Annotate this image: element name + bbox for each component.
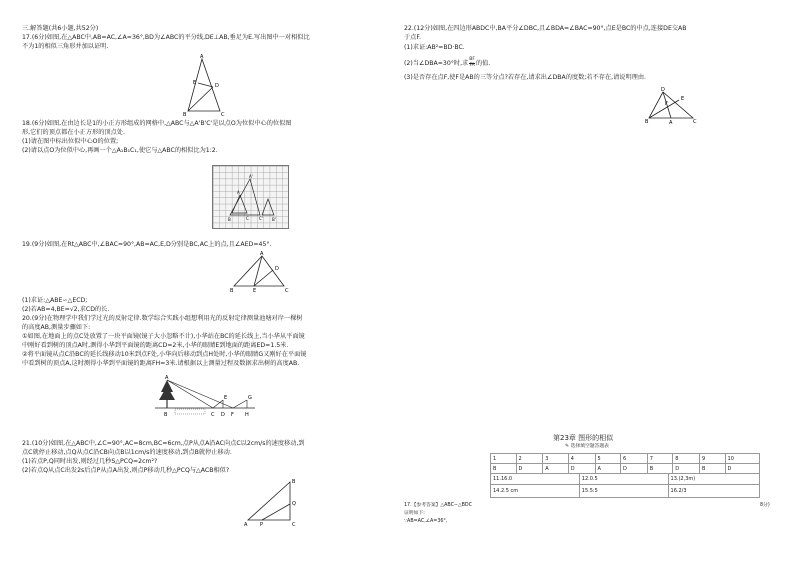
q22-figure (645, 88, 697, 124)
table-cell: 6 (620, 454, 647, 464)
table-cell: 15.5:5 (579, 485, 668, 498)
q17-label-b: B (183, 112, 187, 118)
q22-line4-part1: (2)当∠DBA=30°时,求 (404, 60, 469, 67)
q22-text-line5: (3)是否存在点F,使F是AB的三等分点?若存在,请求出∠DBA的度数;若不存在,请说明理由. (404, 74, 647, 81)
table-cell: B (647, 464, 673, 474)
q18-label-a: A (237, 190, 240, 195)
q21-figure (240, 478, 300, 526)
table-cell: 8 (673, 454, 700, 464)
answer-title: 第23章 图形的相似 (553, 434, 614, 442)
table-cell: 2 (516, 454, 543, 464)
pencil-icon: ✎ (565, 444, 570, 449)
q21-label-c: C (292, 522, 296, 528)
q17-label-a: A (200, 54, 204, 60)
q22-text-line2: 于点F. (404, 34, 421, 41)
q20-label-h: H (245, 412, 249, 418)
table-cell: 9 (700, 454, 726, 464)
q19-text-line1: 19.(9分)如图,在Rt△ABC中,∠BAC=90°,AB=AC,E,D分别是BC,AC上的点,且∠AED=45°. (22, 241, 272, 248)
q20-text-line3: ①如图,在地面上的点C处放置了一块平面镜(镜子大小忽略不计),小华站在BC的延长线上,当小华从平面镜 (22, 333, 305, 340)
q21-text-line4: (2)若点Q从点C出发2s后点P从点A出发,则点P移动几秒△PCQ与△ACB相似? (22, 467, 230, 474)
q17-label-e: E (193, 80, 197, 86)
table-row (491, 474, 760, 485)
q22-frac-num: BF (469, 57, 475, 62)
table-cell: 12.0.5 (579, 474, 668, 485)
table-cell: A (595, 464, 620, 474)
q19-text-line3: (2)若AB=4,BE=√2,求CD的长. (22, 306, 110, 313)
table-row (491, 464, 760, 474)
q22-frac-den: FA (469, 62, 475, 68)
table-cell: 3 (543, 454, 568, 464)
q19-label-c: C (285, 288, 289, 294)
table-cell: 1 (491, 454, 517, 464)
q18-label-c: C (246, 216, 249, 221)
table-cell: 5 (595, 454, 620, 464)
table-cell: 11.16.0 (491, 474, 580, 485)
q17-figure (180, 55, 230, 117)
q20-text-line5: ②将平面镜从点C沿BC的延长线移动10米到点F处,小华向后移动到点H处时,小华的眼睛G又刚好在平面镜 (22, 351, 307, 358)
q18-label-b: B (228, 217, 231, 222)
q19-label-e: E (253, 288, 257, 294)
table-cell: D (568, 464, 595, 474)
q20-label-a: A (165, 375, 169, 381)
q18-text-line4: (2)请以点O为位似中心,再画一个△A₁B₁C₁,使它与△ABC的相似比为1:2. (22, 147, 218, 154)
q19-text-line2: (1)求证:△ABE∽△ECD; (22, 297, 88, 304)
q22-label-d: D (661, 87, 665, 93)
q22-line4-part2: 的值. (475, 60, 491, 67)
table-cell: D (620, 464, 647, 474)
q18-label-a-prime: A' (249, 174, 253, 179)
q17-text-line1: 17.(6分)如图,在△ABC中,AB=AC,∠A=36°,BD为∠ABC的平分线,DE⊥AB,垂足为E.写出图中一对相似比 (22, 34, 310, 41)
q21-text-line2: 点C就停止移动,点Q从点C沿CB向点B以1cm/s的速度移动,到点B就停止移动. (22, 449, 232, 456)
solution-score: 8分) (760, 503, 770, 508)
q20-label-d: D (221, 412, 225, 418)
q21-label-p: P (260, 522, 264, 528)
q22-label-a: A (669, 120, 673, 126)
table-row (491, 454, 760, 464)
q20-label-b: B (164, 412, 168, 418)
table-cell: 14.2.5 cm (491, 485, 580, 498)
table-cell: 7 (647, 454, 673, 464)
q17-label-d: D (215, 83, 219, 89)
q22-label-b: B (645, 119, 649, 125)
q22-text-line1: 22.(12分)如图,在四边形ABDC中,BA平分∠DBC,且∠BDA=∠BAC=90°,点E是BC的中点,连接DE交AB (404, 25, 687, 32)
section-heading: 三.解答题(共6小题,共52分) (22, 25, 99, 32)
q22-text-line3: (1)求证:AB²=BD·BC. (404, 44, 465, 51)
table-cell: B (491, 464, 517, 474)
table-cell: 13.(2,3m) (668, 474, 759, 485)
q20-label-c: C (211, 412, 215, 418)
q18-text-line2: 形,它们的顶点都在小正方形的顶点处. (22, 129, 125, 136)
q20-text-line1: 20.(9分)在物理学中我们学过光的反射定律.数学综合实践小组想利用光的反射定律测量池塘对岸一棵树 (22, 315, 303, 322)
q22-label-c: C (693, 119, 697, 125)
solution-line3: ∵AB=AC,∠A=36°, (404, 519, 448, 524)
q22-label-f: F (665, 101, 668, 107)
q21-label-a: A (244, 522, 248, 528)
answer-subtitle (565, 444, 609, 450)
q18-label-b-prime: B' (272, 217, 276, 222)
answer-table-choice (490, 453, 760, 474)
q21-text-line1: 21.(10分)如图,在△ABC中,∠C=90°,AC=8cm,BC=6cm,点P从点A沿AC向点C以2cm/s的速度移动,到 (22, 440, 305, 447)
q17-text-line2: 不为1的相似三角形并加以证明. (22, 43, 109, 50)
table-cell: B (700, 464, 726, 474)
q21-label-b: B (292, 479, 296, 485)
q18-label-c-prime: C' (259, 216, 263, 221)
q22-label-e: E (681, 96, 685, 102)
table-cell: 16.2/3 (668, 485, 759, 498)
answer-subtitle-text: 选择填空题答题表 (570, 444, 609, 449)
q17-label-c: C (221, 112, 225, 118)
q19-figure (230, 252, 292, 294)
table-cell: D (725, 464, 759, 474)
q18-text-line1: 18.(6分)如图,在由边长是1的小正方形组成的网格中,△ABC与△A'B'C'是以点O为位似中心的位似图 (22, 120, 292, 127)
table-cell: A (543, 464, 568, 474)
q21-label-q: Q (292, 501, 296, 507)
q19-label-b: B (230, 288, 234, 294)
q18-figure (212, 165, 287, 227)
table-cell: D (673, 464, 700, 474)
answer-table-fill (490, 473, 760, 498)
q18-text-line3: (1)请在图中标出位似中心O的位置; (22, 138, 119, 145)
q20-figure (155, 375, 255, 420)
solution-line1: 17.【参考答案】△ABC∽△BDC (404, 503, 472, 508)
q20-text-line4: 中刚好看到树的顶点A时,测得小华到平面镜的距离CD=2米,小华的眼睛E到地面的距离ED=1.5米. (22, 342, 289, 349)
solution-line2: 证明如下: (404, 511, 425, 516)
q20-text-line6: 中看到树的顶点A,这时测得小华到平面镜的距离FH=3米.请根据以上测量过程及数据求出树的高度AB. (22, 360, 300, 367)
q21-text-line3: (1)若点P,Q同时出发,则经过几秒S△PCQ=2cm²? (22, 458, 158, 465)
table-row (491, 485, 760, 498)
q20-text-line2: 的高度AB,测量步骤如下: (22, 324, 91, 331)
q20-label-g: G (248, 395, 252, 401)
q19-label-d: D (275, 266, 279, 272)
q22-fraction (469, 58, 475, 68)
table-cell: 10 (725, 454, 759, 464)
q20-label-f: F (231, 412, 234, 418)
q22-text-line4 (404, 58, 490, 68)
q20-label-e: E (224, 395, 228, 401)
table-cell: D (516, 464, 543, 474)
q19-label-a: A (260, 251, 264, 257)
table-cell: 4 (568, 454, 595, 464)
